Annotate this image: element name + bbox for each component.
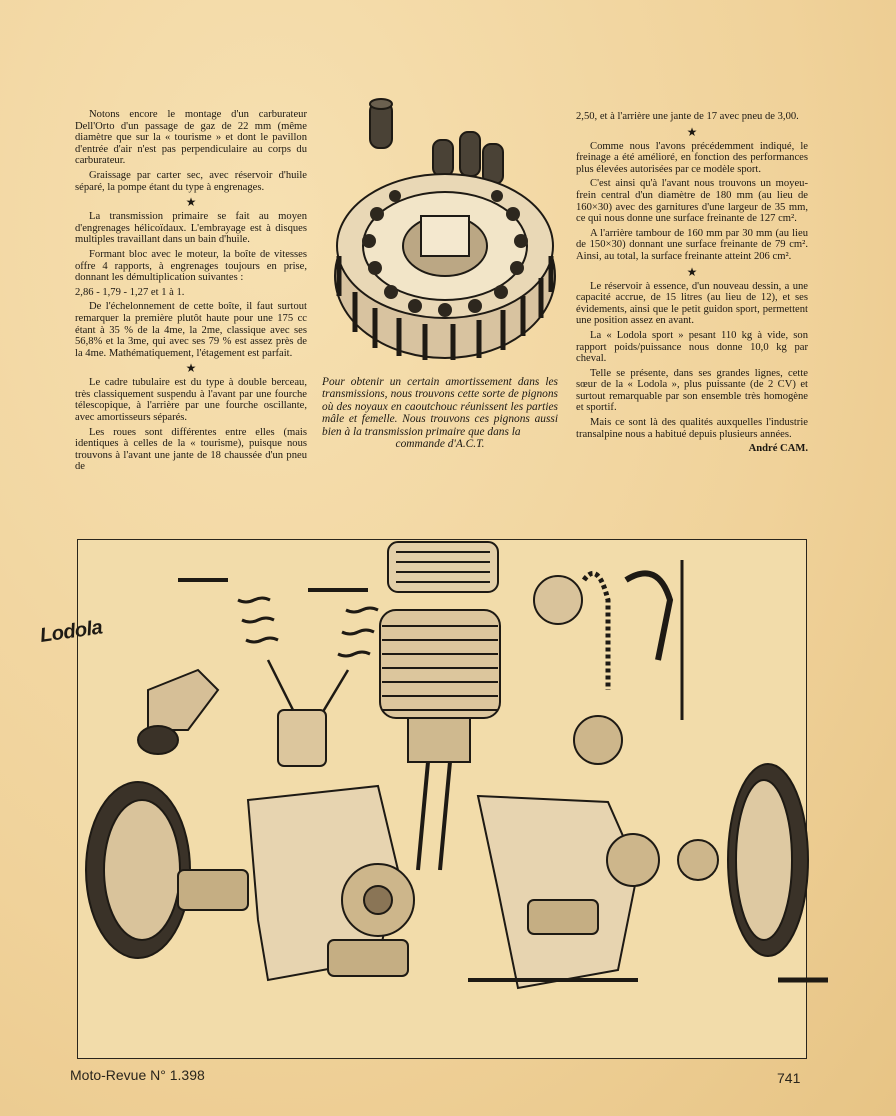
paragraph: La « Lodola sport » pesant 110 kg à vide, son rapport poids/puissance nous donne 10,0 kg par cheval. [576, 329, 808, 365]
author-signature: André CAM. [748, 443, 808, 455]
paragraph: La transmission primaire se fait au moyen d'engrenages hélicoïdaux. L'embrayage est à disques multiples travaillant dans un bain d'huile. [75, 211, 307, 246]
paragraph: Le réservoir à essence, d'un nouveau dessin, a une capacité accrue, de 15 litres (au lieu de 12), et ses évidements, ainsi que le petit guidon sport, permettent une position assez en avant. [576, 280, 808, 327]
star-separator: ★ [185, 361, 197, 376]
paragraph: De l'échelonnement de cette boîte, il faut surtout remarquer la première plutôt haute pour une 175 cc étant à 35 % de la 4me, la 2me, classique avec ses 56,8% et la 3me, qui avec ses 79 % est assez près de la 4me. Mathématiquement, l'étagement est parfait. [75, 301, 307, 359]
paragraph: Mais ce sont là des qualités auxquelles l'industrie transalpine nous a habitué depuis plusieurs années. [576, 417, 808, 440]
figure-caption [322, 376, 558, 450]
paragraph: A l'arrière tambour de 160 mm par 30 mm (au lieu de 150×30) donnant une surface freinante de 79 cm². Ainsi, au total, la surface freinante atteint 206 cm². [576, 227, 808, 262]
svg-text:Lodola: Lodola [38, 616, 104, 647]
star-separator: ★ [686, 124, 698, 139]
paragraph: Les roues sont différentes entre elles (mais identiques à celles de la « tourisme), puisque nous trouvons à l'avant une jante de 18 chaussée d'un pneu de [75, 426, 307, 473]
paragraph: Notons encore le montage d'un carburateur Dell'Orto d'un passage de gaz de 22 mm (même diamètre que sur la « tourisme » et dont le pavillon d'entrée d'air n'est pas perpendiculaire au corps du carburateur. [75, 109, 307, 167]
paragraph: C'est ainsi qu'à l'avant nous trouvons un moyeu-frein central d'un diamètre de 180 mm (au lieu de 160×30) avec des garnitures d'une largeur de 35 mm, ce qui nous donne une surface freinante de 127 cm². [576, 178, 808, 225]
paragraph: Graissage par carter sec, avec réservoir d'huile séparé, la pompe étant du type à engrenages. [75, 169, 307, 193]
paragraph: 2,86 - 1,79 - 1,27 et 1 à 1. [75, 286, 185, 298]
publication-footer: Moto-Revue N° 1.398 [70, 1067, 205, 1083]
page-number: 741 [777, 1070, 801, 1086]
article-column-left [75, 109, 307, 476]
clutch-gear-illustration [325, 96, 565, 364]
engine-drawing [38, 540, 806, 1058]
star-separator: ★ [185, 195, 197, 210]
paragraph: Comme nous l'avons précédemment indiqué, le freinage a été amélioré, en fonction des performances plus élevées autorisées par ce modèle sport. [576, 140, 808, 175]
gear-drawing [325, 96, 565, 364]
caption-text: Pour obtenir un certain amortissement dans les transmissions, nous trouvons cette sorte de pignons où des noyaux en caoutchouc réunissent les parties mâle et femelle. Nous trouvons ces pignons aussi bien à la transmission primaire que dans la [322, 376, 558, 438]
paragraph: Le cadre tubulaire est du type à double berceau, très classiquement suspendu à l'avant par une fourche télescopique, à l'arrière par une fourche oscillante, avec amortisseurs séparés. [75, 377, 307, 424]
paragraph: Formant bloc avec le moteur, la boîte de vitesses offre 4 rapports, à engrenages toujours en prise, donnant les démultiplication suivantes : [75, 248, 307, 284]
lodola-sport-logo [39, 616, 104, 647]
paragraph: Telle se présente, dans ses grandes lignes, cette sœur de la « Lodola », plus puissante (de 2 CV) et surtout remarquable par son ensemble très homogène et sportif. [576, 367, 808, 414]
article-column-right [576, 111, 808, 455]
star-separator: ★ [686, 264, 698, 279]
caption-last-line: commande d'A.C.T. [395, 438, 485, 451]
paragraph: 2,50, et à l'arrière une jante de 17 avec pneu de 3,00. [576, 111, 799, 122]
exploded-engine-illustration [38, 539, 807, 1059]
